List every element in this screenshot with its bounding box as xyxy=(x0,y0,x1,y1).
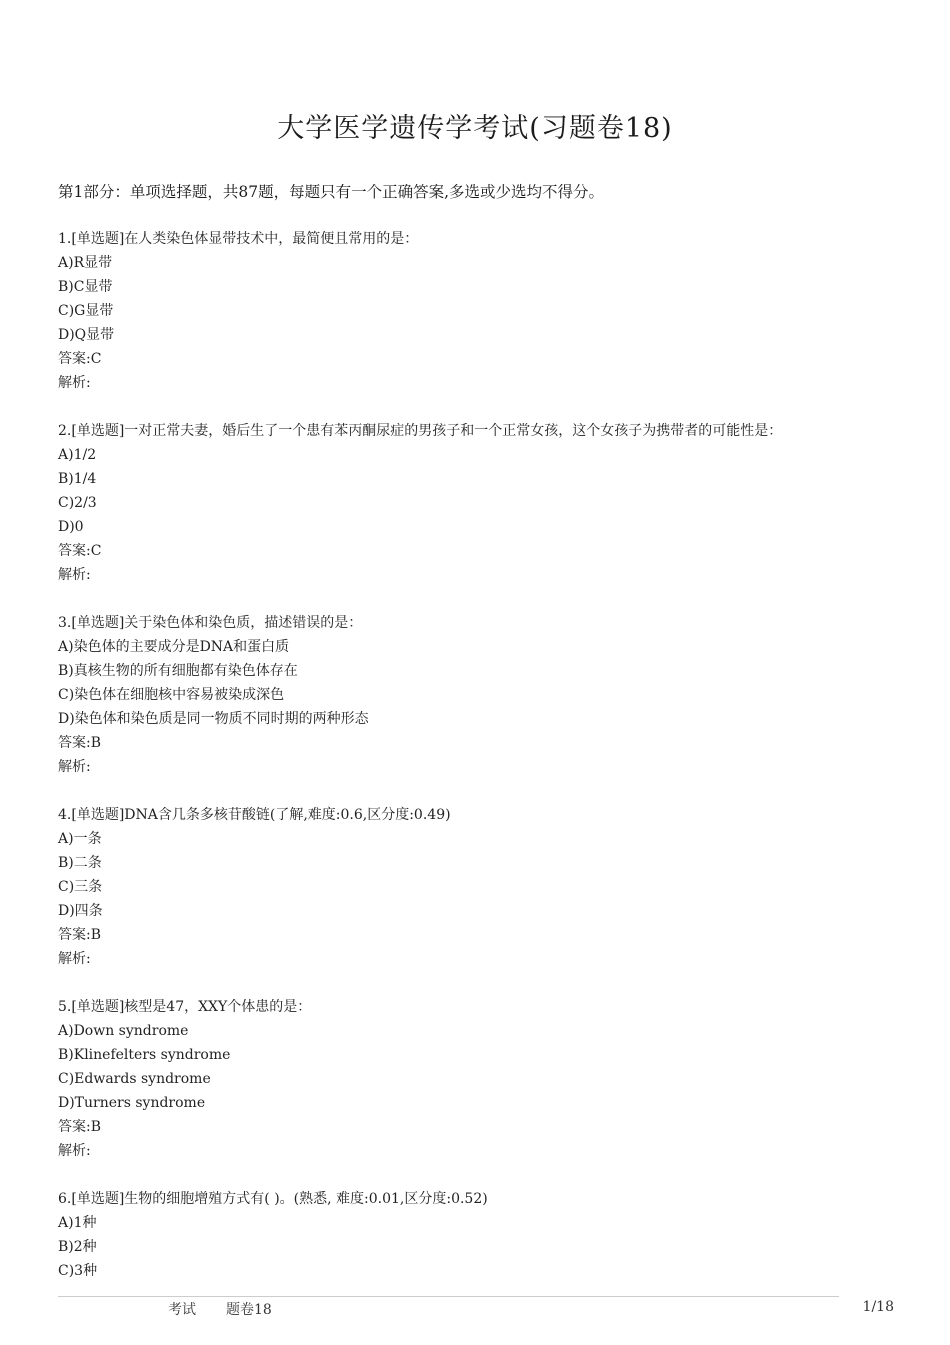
analysis: 解析: xyxy=(58,759,91,775)
section-intro: 第1部分：单项选择题，共87题，每题只有一个正确答案,多选或少选均不得分。 xyxy=(58,183,605,201)
option-d: D)Q显带 xyxy=(58,327,115,343)
question-6 xyxy=(58,1187,918,1283)
option-b: B)Klinefelters syndrome xyxy=(58,1047,231,1063)
option-a: A)一条 xyxy=(58,831,102,847)
footer-doc-label xyxy=(168,1299,272,1319)
option-c: C)3种 xyxy=(58,1263,98,1279)
question-stem: 3.[单选题]关于染色体和染色质，描述错误的是： xyxy=(58,615,363,631)
option-b: B)2种 xyxy=(58,1239,97,1255)
answer: 答案:C xyxy=(58,543,102,559)
question-2 xyxy=(58,419,918,587)
document-title: 大学医学遗传学考试(习题卷18) xyxy=(277,113,673,144)
question-1 xyxy=(58,227,918,395)
option-c: C)Edwards syndrome xyxy=(58,1071,211,1087)
option-a: A)R显带 xyxy=(58,255,113,271)
answer: 答案:B xyxy=(58,927,102,943)
footer-label-b: 题卷18 xyxy=(226,1302,272,1318)
analysis: 解析: xyxy=(58,567,91,583)
option-b: B)C显带 xyxy=(58,279,113,295)
option-b: B)真核生物的所有细胞都有染色体存在 xyxy=(58,663,298,679)
option-a: A)Down syndrome xyxy=(58,1023,189,1039)
question-stem: 6.[单选题]生物的细胞增殖方式有( )。(熟悉, 难度:0.01,区分度:0.52) xyxy=(58,1191,488,1207)
option-b: B)二条 xyxy=(58,855,102,871)
option-c: C)三条 xyxy=(58,879,103,895)
option-a: A)1/2 xyxy=(58,447,97,463)
page-number: 1/18 xyxy=(862,1299,894,1315)
question-4 xyxy=(58,803,918,971)
option-c: C)2/3 xyxy=(58,495,97,511)
question-stem: 1.[单选题]在人类染色体显带技术中，最简便且常用的是： xyxy=(58,231,419,247)
footer-divider xyxy=(58,1296,839,1297)
answer: 答案:B xyxy=(58,1119,102,1135)
question-stem: 5.[单选题]核型是47，XXY个体患的是： xyxy=(58,999,312,1015)
question-stem: 4.[单选题]DNA含几条多核苷酸链(了解,难度:0.6,区分度:0.49) xyxy=(58,807,451,823)
question-list xyxy=(58,227,918,1307)
analysis: 解析: xyxy=(58,375,91,391)
answer: 答案:B xyxy=(58,735,102,751)
option-c: C)染色体在细胞核中容易被染成深色 xyxy=(58,687,285,703)
option-a: A)染色体的主要成分是DNA和蛋白质 xyxy=(58,639,290,655)
question-5 xyxy=(58,995,918,1163)
option-c: C)G显带 xyxy=(58,303,114,319)
option-d: D)染色体和染色质是同一物质不同时期的两种形态 xyxy=(58,711,369,727)
analysis: 解析: xyxy=(58,1143,91,1159)
option-d: D)Turners syndrome xyxy=(58,1095,206,1111)
option-d: D)0 xyxy=(58,519,84,535)
question-3 xyxy=(58,611,918,779)
analysis: 解析: xyxy=(58,951,91,967)
option-b: B)1/4 xyxy=(58,471,97,487)
option-d: D)四条 xyxy=(58,903,103,919)
question-stem: 2.[单选题]一对正常夫妻，婚后生了一个患有苯丙酮尿症的男孩子和一个正常女孩，这个女孩子为携带者的可能性是： xyxy=(58,423,783,439)
answer: 答案:C xyxy=(58,351,102,367)
option-a: A)1种 xyxy=(58,1215,97,1231)
footer-label-a: 考试 xyxy=(168,1302,196,1318)
